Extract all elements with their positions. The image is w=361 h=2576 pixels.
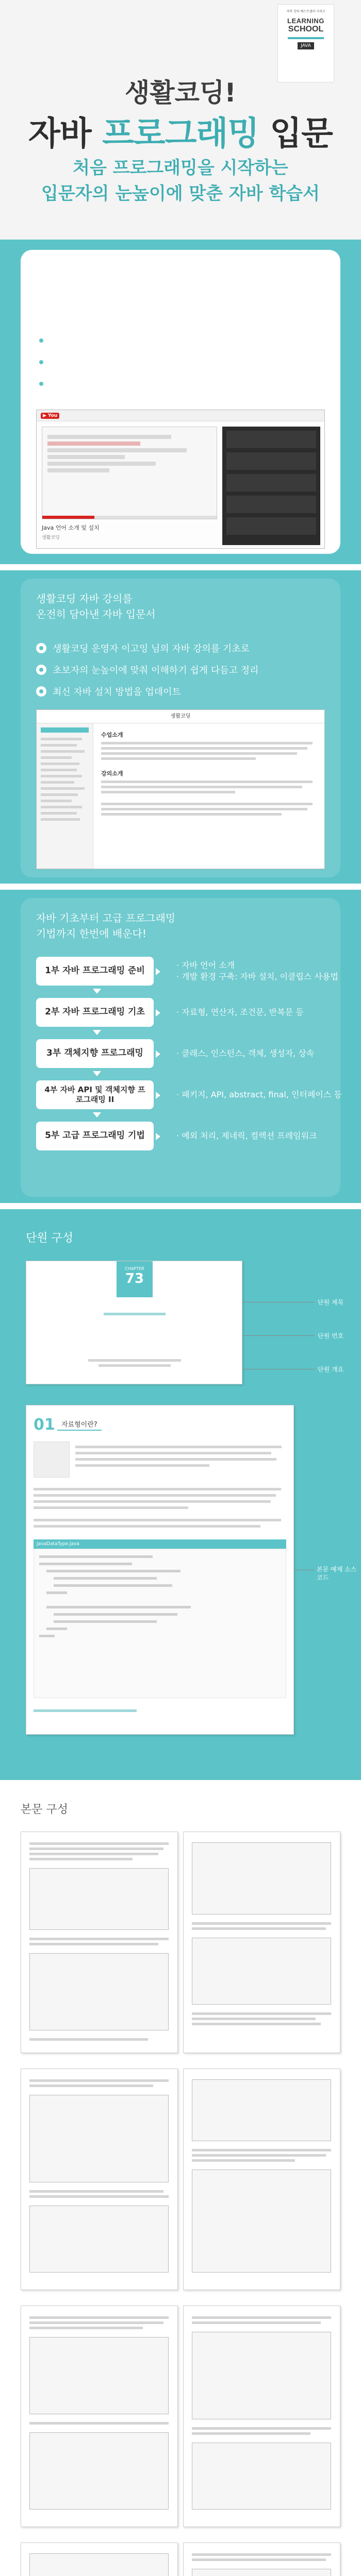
curriculum-row xyxy=(36,1122,356,1150)
arrow-down-icon xyxy=(93,1030,101,1035)
feature-text: 초보자의 눈높이에 맞춰 이해하기 쉽게 다듬고 정리 xyxy=(53,665,259,676)
part-desc-line: · 개발 환경 구축: 자바 설치, 이클립스 사용법 xyxy=(176,972,338,981)
bullet-icon xyxy=(36,379,46,389)
qr-code-icon xyxy=(34,1442,70,1478)
book-cover-thumbnail xyxy=(277,4,334,82)
title-java: 자바 xyxy=(28,115,102,153)
curriculum-section xyxy=(0,884,361,1203)
sample-page xyxy=(183,2543,340,2576)
list-item xyxy=(36,681,258,702)
chapter-label: CHAPTER xyxy=(125,1266,144,1271)
code-block xyxy=(34,1549,286,1698)
list-item xyxy=(36,637,258,659)
playlist-panel xyxy=(222,427,320,545)
website-heading-line: 생활코딩 자바 강의를 xyxy=(36,592,133,605)
feature-section-video xyxy=(0,240,361,564)
stat-minutes: 1,522분 분량 xyxy=(53,358,109,368)
body-layout-section xyxy=(0,1780,361,2576)
sample-page xyxy=(183,2069,340,2290)
curriculum-heading xyxy=(36,910,175,941)
website-feature-list xyxy=(36,637,258,702)
curriculum-row xyxy=(36,1080,356,1109)
body-layout-title: 본문 구성 xyxy=(21,1803,69,1816)
sample-page xyxy=(21,2543,178,2576)
arrow-right-icon xyxy=(156,1133,160,1140)
subtitle-line2: 입문자의 눈높이에 맞춘 자바 학습서 xyxy=(41,183,320,204)
code-caption: JavaDataType.java xyxy=(34,1539,286,1549)
arrow-right-icon xyxy=(156,968,160,975)
website-heading-line: 온전히 담아낸 자바 입문서 xyxy=(36,608,156,620)
curriculum-heading-line: 기법까지 한번에 배운다! xyxy=(36,927,146,940)
label-chapter-overview: 단원 개요 xyxy=(318,1366,344,1373)
curriculum-row xyxy=(36,1039,356,1068)
part-desc-line: · 예외 처리, 제네릭, 컬렉션 프레임워크 xyxy=(176,1131,317,1141)
part-box: 5부 고급 프로그래밍 기법 xyxy=(36,1122,154,1150)
book-header xyxy=(0,0,361,240)
youtube-logo-icon: ▶ You xyxy=(41,413,59,419)
chapter-number: 73 xyxy=(125,1271,144,1286)
cover-series-text: 자바 강의 베스트셀러 시리즈 xyxy=(286,10,325,13)
list-item xyxy=(36,373,121,395)
part-description xyxy=(176,1048,314,1059)
part-description xyxy=(176,960,338,982)
arrow-down-icon xyxy=(93,1071,101,1076)
youtube-bar xyxy=(37,410,324,421)
curriculum-row xyxy=(36,957,356,986)
feature-text: 최신 자바 설치 방법을 업데이트 xyxy=(53,687,181,698)
lesson-number: 01 xyxy=(34,1416,55,1434)
cover-java-tag: JAVA xyxy=(298,42,314,49)
part-desc-line: · 자료형, 연산자, 조건문, 반복문 등 xyxy=(176,1007,304,1017)
chapter-structure-title: 단원 구성 xyxy=(26,1232,74,1245)
arrow-right-icon xyxy=(156,1009,160,1016)
cover-learning-text: LEARNING xyxy=(287,16,324,25)
stat-views: 600,000번 조회 xyxy=(53,336,121,347)
cover-accent-bar xyxy=(288,37,324,39)
website-screenshot xyxy=(36,709,325,869)
bullet-icon xyxy=(36,357,46,367)
part-desc-line: · 클래스, 인스턴스, 객체, 생성자, 상속 xyxy=(176,1048,315,1058)
title-intro: 입문 xyxy=(259,115,333,153)
arrow-right-icon xyxy=(156,1092,160,1099)
book-title-line1: 생활코딩! xyxy=(124,78,236,108)
part-description xyxy=(176,1007,304,1018)
video-stats-list xyxy=(36,330,121,395)
list-item xyxy=(36,659,258,681)
subtitle-line1: 처음 프로그래밍을 시작하는 xyxy=(73,158,288,178)
sample-page xyxy=(21,2306,178,2527)
video-heading xyxy=(36,265,192,312)
label-chapter-title: 단원 제목 xyxy=(318,1299,344,1306)
cover-school-text: SCHOOL xyxy=(288,24,324,33)
lesson-page xyxy=(26,1405,294,1735)
chapter-structure-section xyxy=(0,1203,361,1780)
bullet-icon xyxy=(36,686,46,697)
part-desc-line: · 자바 언어 소개 xyxy=(176,960,235,970)
stat-videos: 158개의 동영상 xyxy=(53,379,119,390)
site-section-title: 강의소개 xyxy=(101,770,123,777)
sample-page xyxy=(21,1832,178,2053)
sample-page xyxy=(183,1832,340,2053)
part-box: 3부 객체지향 프로그래밍 xyxy=(36,1039,154,1068)
part-description xyxy=(176,1089,342,1100)
video-screenshot xyxy=(36,410,325,549)
curriculum-row xyxy=(36,998,356,1027)
part-box: 4부 자바 API 및 객체지향 프로그래밍 II xyxy=(36,1080,154,1109)
chapter-number-badge xyxy=(117,1261,153,1297)
sample-page xyxy=(183,2306,340,2527)
part-description xyxy=(176,1130,317,1142)
arrow-down-icon xyxy=(93,1112,101,1117)
book-title-line2 xyxy=(0,107,361,155)
site-header: 생활코딩 xyxy=(37,710,324,723)
bullet-icon xyxy=(36,643,46,653)
curriculum-heading-line: 자바 기초부터 고급 프로그래밍 xyxy=(36,912,176,924)
video-heading-line: 생활코딩 방문자들이 인정한 xyxy=(36,267,162,279)
site-sidebar xyxy=(37,723,93,869)
arrow-down-icon xyxy=(93,989,101,994)
video-channel: 생활코딩 xyxy=(42,535,60,540)
video-player[interactable] xyxy=(42,427,217,519)
chapter-opener-page xyxy=(26,1261,242,1384)
feature-text: 생활코딩 운영자 이고잉 님의 자바 강의를 기초로 xyxy=(53,643,250,654)
bullet-icon xyxy=(36,335,46,346)
part-box: 1부 자바 프로그래밍 준비 xyxy=(36,957,154,986)
arrow-right-icon xyxy=(156,1050,160,1058)
list-item xyxy=(36,351,121,373)
list-item xyxy=(36,330,121,351)
part-box: 2부 자바 프로그래밍 기초 xyxy=(36,998,154,1027)
part-desc-line: · 패키지, API, abstract, final, 인터페이스 등 xyxy=(176,1090,342,1099)
feature-section-website xyxy=(0,564,361,884)
video-title: Java 언어 소개 및 설치 xyxy=(42,524,100,531)
sample-page xyxy=(21,2069,178,2290)
video-heading-line: 이제 책으로 경험해 보세요! xyxy=(36,298,160,310)
bullet-icon xyxy=(36,665,46,675)
label-chapter-number: 단원 번호 xyxy=(318,1332,344,1340)
title-programming: 프로그래밍 xyxy=(102,115,259,153)
label-source-code: 본문 예제 소스 코드 xyxy=(317,1566,357,1581)
website-heading xyxy=(36,591,156,622)
lesson-title: 자료형이란? xyxy=(57,1418,102,1431)
site-section-title: 수업소개 xyxy=(101,732,123,738)
video-heading-line: 국내 최고의 무료 자바 동영상 강의 xyxy=(36,282,192,295)
